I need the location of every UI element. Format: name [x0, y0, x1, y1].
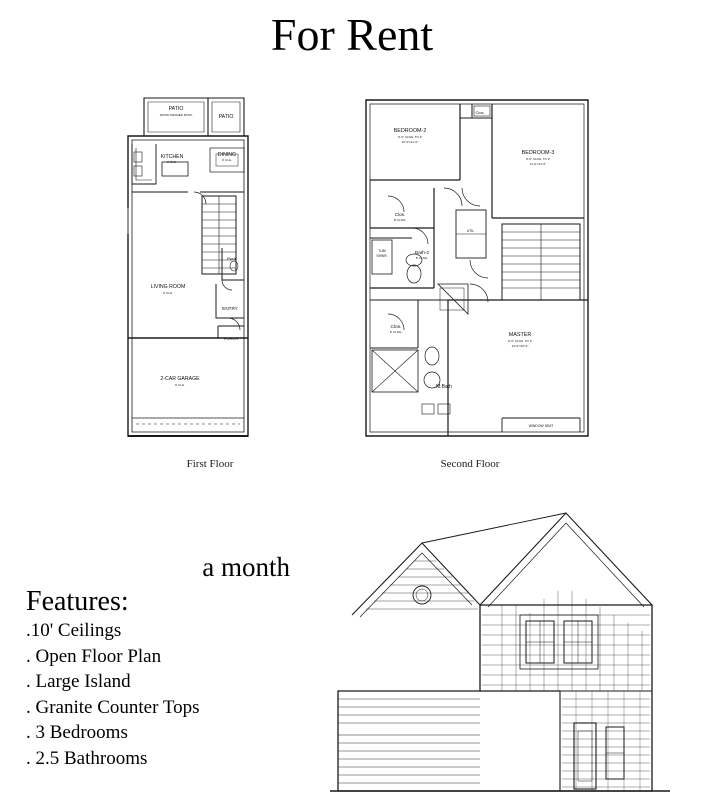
svg-text:UTIL.: UTIL. — [466, 229, 476, 233]
second-floor-caption: Second Floor — [440, 458, 500, 470]
features-heading: Features: — [26, 586, 129, 617]
feature-item: . 3 Bedrooms — [26, 722, 128, 743]
svg-text:11'-0"x11'-0": 11'-0"x11'-0" — [529, 162, 547, 166]
svg-text:PATIO: PATIO — [218, 114, 234, 120]
price-line: a month — [202, 552, 290, 582]
first-floor-floorplan — [110, 88, 300, 448]
svg-text:BEDROOM-2: BEDROOM-2 — [393, 128, 427, 134]
svg-text:PATIO: PATIO — [168, 106, 184, 112]
svg-text:9' CLG.: 9' CLG. — [174, 383, 186, 387]
svg-text:WINDOW SEAT: WINDOW SEAT — [528, 424, 554, 428]
svg-text:MASTER: MASTER — [508, 332, 532, 338]
feature-item: . 2.5 Bathrooms — [26, 747, 148, 769]
page-title: For Rent — [270, 9, 434, 60]
svg-text:8' CLNG.: 8' CLNG. — [389, 330, 403, 334]
svg-text:TUB/: TUB/ — [378, 249, 386, 253]
feature-item: . Open Floor Plan — [26, 645, 162, 667]
first-floor-caption: First Floor — [186, 458, 234, 470]
svg-text:DINING: DINING — [217, 152, 237, 158]
svg-text:ENTRY: ENTRY — [222, 306, 238, 311]
svg-text:13'-0"x15'-0": 13'-0"x15'-0" — [511, 344, 529, 348]
svg-text:9' CLG.: 9' CLG. — [166, 160, 178, 164]
house-elevation-drawing — [330, 495, 670, 795]
svg-text:Pwdr.: Pwdr. — [226, 256, 238, 261]
svg-text:PORCH: PORCH — [223, 336, 239, 341]
feature-item: . Large Island — [26, 671, 131, 692]
svg-text:9' CLG.: 9' CLG. — [221, 158, 233, 162]
svg-text:Clos.: Clos. — [394, 212, 406, 217]
svg-text:8' CLNG.: 8' CLNG. — [393, 218, 407, 222]
svg-text:SHWR.: SHWR. — [376, 254, 388, 258]
svg-text:9'-0" CLNG. TO 9': 9'-0" CLNG. TO 9' — [508, 339, 532, 343]
svg-text:2-CAR GARAGE: 2-CAR GARAGE — [160, 376, 200, 382]
svg-text:Bath-2: Bath-2 — [414, 251, 430, 256]
second-floor-floorplan — [352, 88, 602, 448]
svg-text:9'-0" CLNG. TO 9': 9'-0" CLNG. TO 9' — [526, 157, 550, 161]
svg-text:10'-0"x11'-0": 10'-0"x11'-0" — [401, 140, 419, 144]
svg-text:BEDROOM-3: BEDROOM-3 — [521, 150, 555, 156]
svg-text:KITCHEN: KITCHEN — [160, 154, 184, 160]
svg-text:M.Bath: M.Bath — [436, 384, 452, 390]
svg-text:8' CLNG.: 8' CLNG. — [415, 256, 429, 260]
feature-item: .10' Ceilings — [26, 620, 122, 641]
svg-text:Clos.: Clos. — [390, 325, 402, 330]
features-list — [26, 618, 356, 771]
svg-text:LIVING ROOM: LIVING ROOM — [150, 284, 186, 290]
svg-text:9' CLG.: 9' CLG. — [162, 291, 174, 295]
feature-item: . Granite Counter Tops — [26, 696, 200, 718]
svg-text:9'-0" CLNG. TO 9': 9'-0" CLNG. TO 9' — [398, 135, 422, 139]
svg-text:Clos.: Clos. — [475, 110, 485, 115]
svg-text:WOOD FRAMED PATIO: WOOD FRAMED PATIO — [159, 113, 193, 117]
